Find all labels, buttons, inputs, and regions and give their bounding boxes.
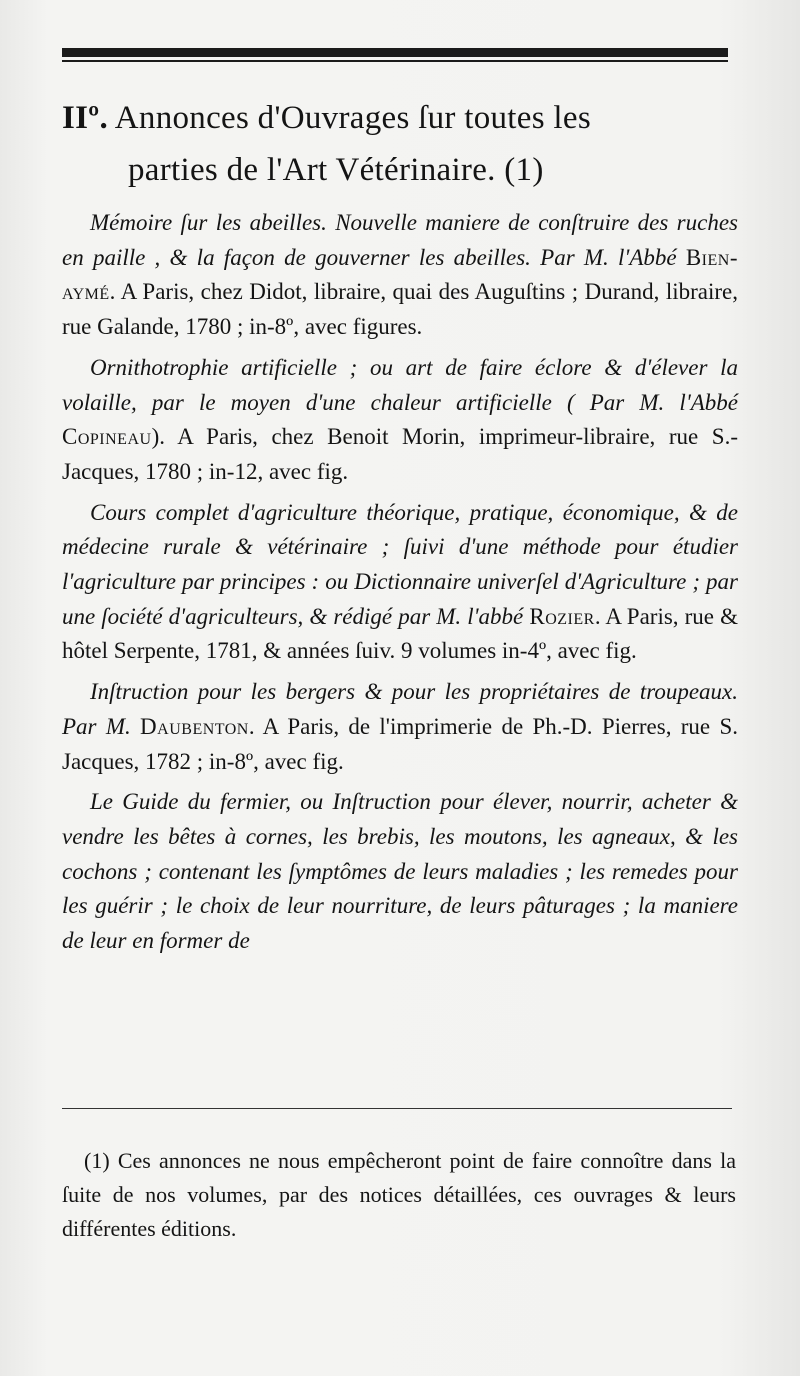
announcement-entry xyxy=(62,675,738,779)
heading-line-1 xyxy=(62,92,732,144)
announcement-entry xyxy=(62,351,738,490)
footnote-rule xyxy=(62,1108,732,1109)
entry-author: Rozier xyxy=(529,603,595,629)
entry-publication: . A Paris, chez Didot, libraire, quai des Auguſtins ; Durand, libraire, rue Galande, 1780 ; in-8º, avec figures. xyxy=(62,279,738,340)
entry-title: Inſtruction pour les bergers & pour les propriétaires de troupeaux. Par M. xyxy=(62,679,738,739)
entry-title: Mémoire ſur les abeilles. Nouvelle maniere de conſtruire des ruches en paille , & la façon de gouverner les abeilles. Par M. l'Abbé xyxy=(62,210,738,270)
entry-author: Copineau xyxy=(62,424,152,450)
entry-author: Daubenton xyxy=(140,713,249,739)
section-number: IIº. xyxy=(62,100,109,136)
entry-title: Cours complet d'agriculture théorique, pratique, économique, & de médecine rurale & vétérinaire ; ſuivi d'une méthode pour étudier l'agriculture par principes : ou Dictionnaire univerſel d'Agriculture ; par une ſociété d'agriculteurs, & rédigé par M. l'abbé xyxy=(62,499,738,629)
announcement-entry xyxy=(62,785,738,959)
entry-title: Ornithotrophie artificielle ; ou art de faire éclore & d'élever la volaille, par le moyen d'une chaleur artificielle ( Par M. l'Abbé xyxy=(62,354,738,415)
entry-publication: . A Paris, rue & hôtel Serpente, 1781, & années ſuiv. 9 volumes in-4º, avec fig. xyxy=(62,603,738,664)
section-heading xyxy=(62,92,732,196)
announcement-entry xyxy=(62,496,738,670)
entry-publication: . A Paris, de l'imprimerie de Ph.-D. Pierres, rue S. Jacques, 1782 ; in-8º, avec fig. xyxy=(62,713,738,774)
entry-title: Le Guide du fermier, ou Inſtruction pour élever, nourrir, acheter & vendre les bêtes à cornes, les brebis, les moutons, les agneaux, & les cochons ; contenant les ſymptômes de leurs maladies ; les remedes pour les guérir ; le choix de leur nourriture, de leurs pâturages ; la maniere de leur en former de xyxy=(62,789,738,954)
footnote xyxy=(62,1144,736,1246)
header-thick-rule xyxy=(62,48,728,57)
heading-line-2: parties de l'Art Vétérinaire. (1) xyxy=(128,152,544,188)
announcement-entry xyxy=(62,206,738,345)
footnote-mark: (1) xyxy=(84,1148,110,1173)
announcement-list xyxy=(62,206,738,965)
entry-author: Bien-aymé xyxy=(62,244,738,305)
footnote-text: Ces annonces ne nous empêcheront point de faire connoître dans la ſuite de nos volumes, par des notices détaillées, ces ouvrages & leurs différentes éditions. xyxy=(62,1148,737,1241)
header-double-rule xyxy=(62,48,728,64)
header-thin-rule xyxy=(62,60,728,62)
heading-text-1: Annonces d'Ouvrages ſur toutes les xyxy=(114,100,591,136)
entry-publication: ). A Paris, chez Benoit Morin, imprimeur-libraire, rue S.-Jacques, 1780 ; in-12, avec fig. xyxy=(62,424,738,484)
